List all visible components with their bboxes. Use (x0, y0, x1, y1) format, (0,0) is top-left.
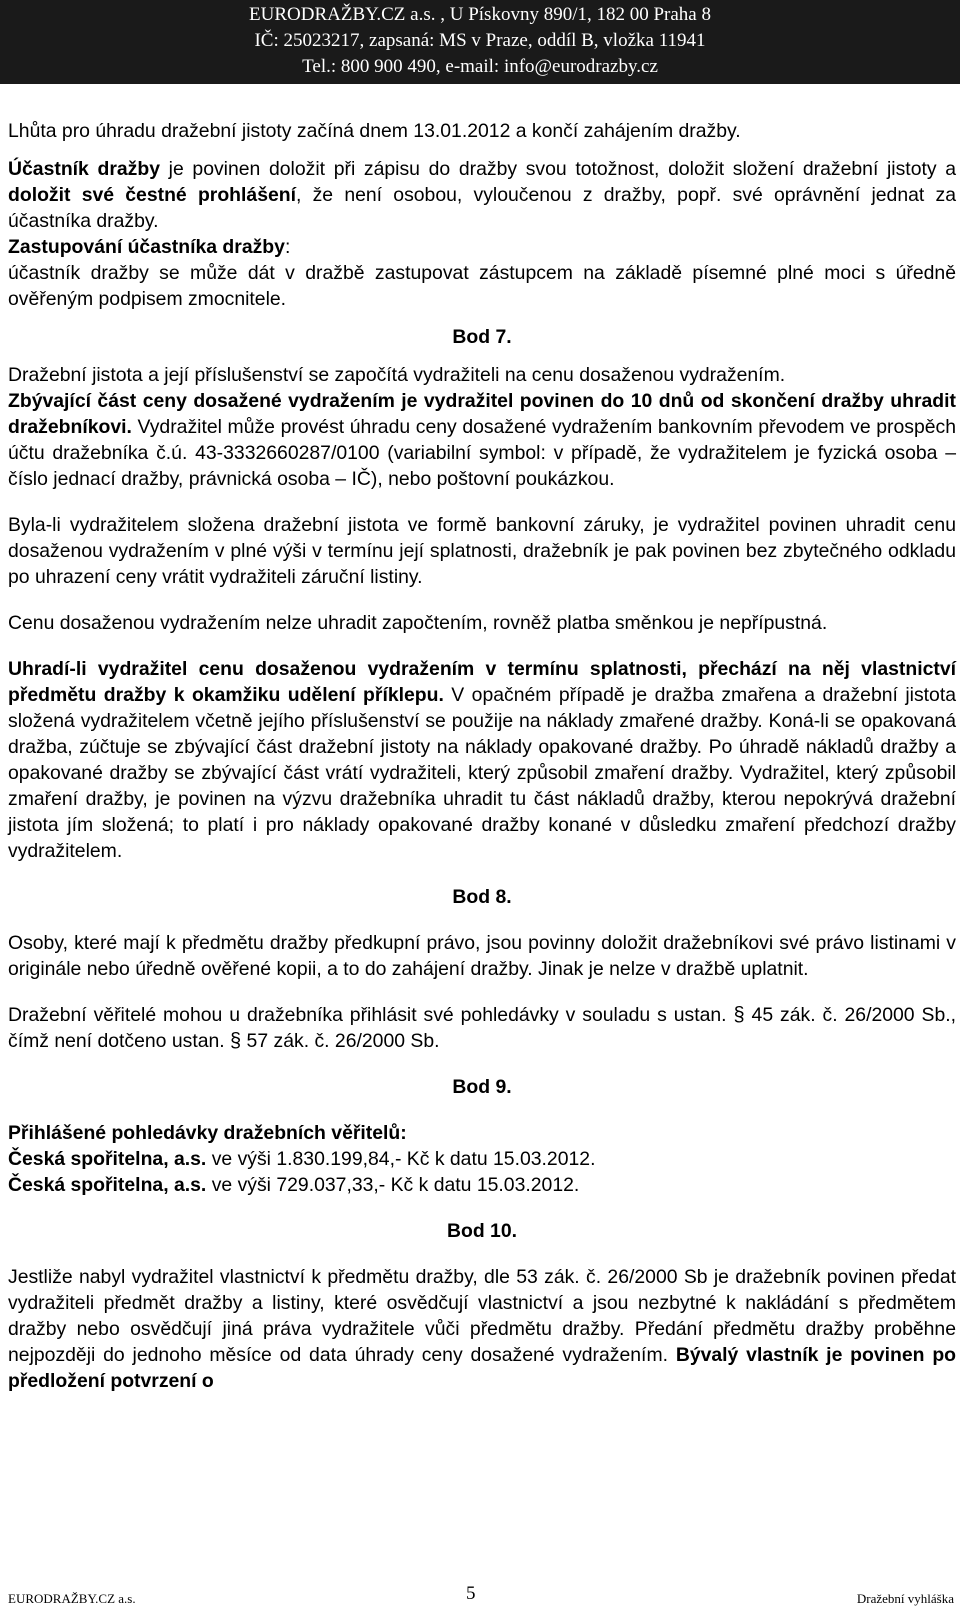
creditors-paragraph: Dražební věřitelé mohou u dražebníka přihlásit své pohledávky v souladu s ustan. § 45 zák. č. 26/2000 Sb., čímž není dotčeno ustan. § 57 zák. č. 26/2000 Sb. (8, 1004, 957, 1052)
footer-company: EURODRAŽBY.CZ a.s. (8, 1591, 136, 1606)
letterhead-registration-line: IČ: 25023217, zapsaná: MS v Praze, oddíl B, vložka 11941 (254, 30, 706, 51)
letterhead-company-line: EURODRAŽBY.CZ a.s. , U Pískovny 890/1, 182 00 Praha 8 (249, 4, 711, 25)
representation-paragraph: účastník dražby se může dát v dražbě zastupovat zástupcem na základě písemné plné moci s úředně ověřeným podpisem zmocnitele. (8, 262, 956, 310)
section-sign-icon: § (230, 1030, 242, 1052)
claim-item: Česká spořitelna, a.s. ve výši 729.037,33,- Kč k datu 15.03.2012. (8, 1174, 580, 1196)
bold-text: Účastník dražby (8, 158, 160, 180)
letterhead (0, 0, 960, 84)
preemption-right-paragraph: Osoby, které mají k předmětu dražby předkupní právo, jsou povinny doložit dražebníkovi své právo listinami v originále nebo úředně ověřené kopii, a to do zahájení dražby. Jinak je nelze v dražbě uplatnit. (8, 932, 956, 980)
section-sign-icon: § (733, 1004, 745, 1026)
section-heading-bod-7: Bod 7. (452, 326, 512, 348)
payment-method-paragraph: Cenu dosaženou vydražením nelze uhradit započtením, rovněž platba směnkou je nepřípustná. (8, 612, 828, 634)
deposit-deadline-paragraph: Lhůta pro úhradu dražební jistoty začíná dnem 13.01.2012 a končí zahájením dražby. (8, 120, 741, 142)
deposit-credit-paragraph: Dražební jistota a její příslušenství se započítá vydražiteli na cenu dosaženou vydražením. (8, 364, 786, 386)
section-heading-bod-10: Bod 10. (446, 1220, 518, 1242)
document-body (8, 118, 956, 1394)
page-number: 5 (466, 1583, 476, 1604)
page-footer (0, 1579, 960, 1609)
section-heading-bod-9: Bod 9. (452, 1076, 512, 1098)
handover-paragraph: Jestliže nabyl vydražitel vlastnictví k předmětu dražby, dle 53 zák. č. 26/2000 Sb je dražebník povinen předat vydražiteli předmět dražby a listiny, které osvědčují vlastnictví a jsou nezbytné k nakládání s předmětem dražby nebo osvědčují jiná práva vydražitele vůči předmětu dražby. Předání předmětu dražby proběhne nejpozději do jednoho měsíce od data úhrady ceny dosažené vydražením. Bývalý vlastník je povinen po předložení potvrzení o (8, 1266, 957, 1392)
ownership-transfer-paragraph: Uhradí-li vydražitel cenu dosaženou vydražením v termínu splatnosti, přechází na něj vlastnictví předmětu dražby k okamžiku udělení příklepu. V opačném případě je dražba zmařena a dražební jistota složená vydražitelem včetně jejího příslušenství se použije na náklady zmařené dražby. Koná-li se opakovaná dražba, zúčtuje se zbývající část dražební jistoty na náklady opakované dražby. Po úhradě nákladů dražby a opakované dražby se zbývající část vrátí vydražiteli, který způsobil zmaření dražby. Vydražitel, který způsobil zmaření dražby, je povinen na výzvu dražebníka uhradit tu část nákladů dražby, kterou nepokrývá dražební jistota jím složená; to platí i pro náklady opakované dražby konané v důsledku zmaření předchozí dražby vydražitelem. (8, 658, 956, 862)
claim-item: Česká spořitelna, a.s. ve výši 1.830.199,84,- Kč k datu 15.03.2012. (8, 1148, 596, 1170)
bank-guarantee-paragraph: Byla-li vydražitelem složena dražební jistota ve formě bankovní záruky, je vydražitel povinen uhradit cenu dosaženou vydražením v plné výši v termínu její splatnosti, dražebník je pak povinen bez zbytečného odkladu po uhrazení ceny vrátit vydražiteli záruční listiny. (8, 514, 956, 588)
footer-document-title: Dražební vyhláška (856, 1591, 954, 1606)
participant-duties-paragraph: Účastník dražby je povinen doložit při zápisu do dražby svou totožnost, doložit složení dražební jistoty a doložit své čestné prohlášení, že není osobou, vyloučenou z dražby, popř. své oprávnění jednat za účastníka dražby. (8, 158, 957, 232)
bold-text: doložit své čestné prohlášení (8, 184, 296, 206)
letterhead-contact-line: Tel.: 800 900 490, e-mail: info@eurodrazby.cz (302, 56, 658, 77)
payment-paragraph: Zbývající část ceny dosažené vydražením je vydražitel povinen do 10 dnů od skončení dražby uhradit dražebníkovi. Vydražitel může provést úhradu ceny dosažené vydražením bankovním převodem ve prospěch účtu dražebníka č.ú. 43-3332660287/0100 (variabilní symbol: v případě, že vydražitelem je fyzická osoba – číslo jednací dražby, právnická osoba – IČ), nebo poštovní poukázkou. (8, 390, 956, 490)
claims-title: Přihlášené pohledávky dražebních věřitelů: (8, 1122, 407, 1144)
section-heading-bod-8: Bod 8. (452, 886, 512, 908)
representation-heading: Zastupování účastníka dražby: (8, 236, 291, 258)
